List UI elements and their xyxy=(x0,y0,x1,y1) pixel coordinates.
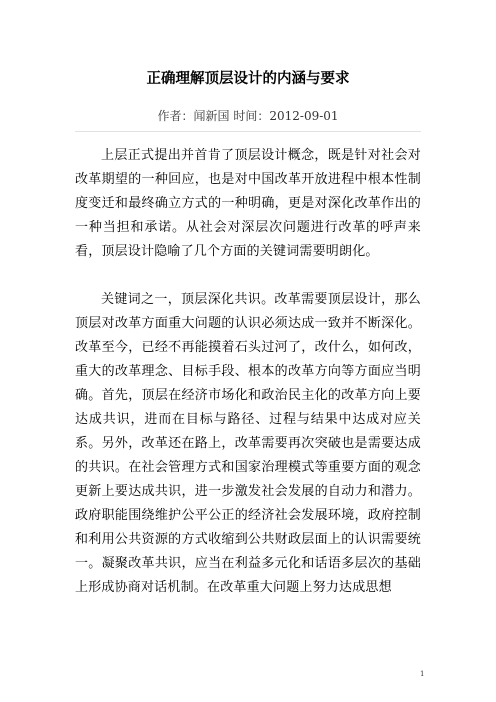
body-paragraph-2: 关键词之一，顶层深化共识。改革需要顶层设计，那么顶层对改革方面重大问题的认识必须达成一致并不断深化。改革至今，已经不再能摸着石头过河了，改什么，如何改，重大的改革理念、目标手段、根本的改革方向等方面应当明确。首先，顶层在经济市场化和政治民主化的改革方向上要达成共识，进而在目标与路径、过程与结果中达成对应关系。另外，改革还在路上，改革需要再次突破也是需要达成的共识。在社会管理方式和国家治理模式等重要方面的观念更新上要达成共识，进一步激发社会发展的自动力和潜力。政府职能围绕维护公平公正的经济社会发展环境，政府控制和利用公共资源的方式收缩到公共财政层面上的认识需要统一。凝聚改革共识，应当在利益多元化和话语多层次的基础上形成协商对话机制。在改革重大问题上努力达成思想 xyxy=(75,292,421,595)
page-number: 1 xyxy=(420,670,425,678)
article-meta xyxy=(0,108,496,124)
author-name: 闻新国 xyxy=(193,109,230,123)
header-divider xyxy=(75,131,421,132)
publish-date: 2012-09-01 xyxy=(269,109,339,123)
body-paragraph-1: 上层正式提出并首肯了顶层设计概念，既是针对社会对改革期望的一种回应，也是对中国改革开放进程中根本性制度变迁和最终确立方式的一种明确，更是对深化改革作出的一种当担和承诺。从社会对深层次问题进行改革的呼声来看，顶层设计隐喻了几个方面的关键词需要明朗化。 xyxy=(75,148,421,259)
page-title: 正确理解顶层设计的内涵与要求 xyxy=(146,71,350,87)
time-label: 时间： xyxy=(233,109,270,123)
author-label: 作者： xyxy=(157,109,194,123)
